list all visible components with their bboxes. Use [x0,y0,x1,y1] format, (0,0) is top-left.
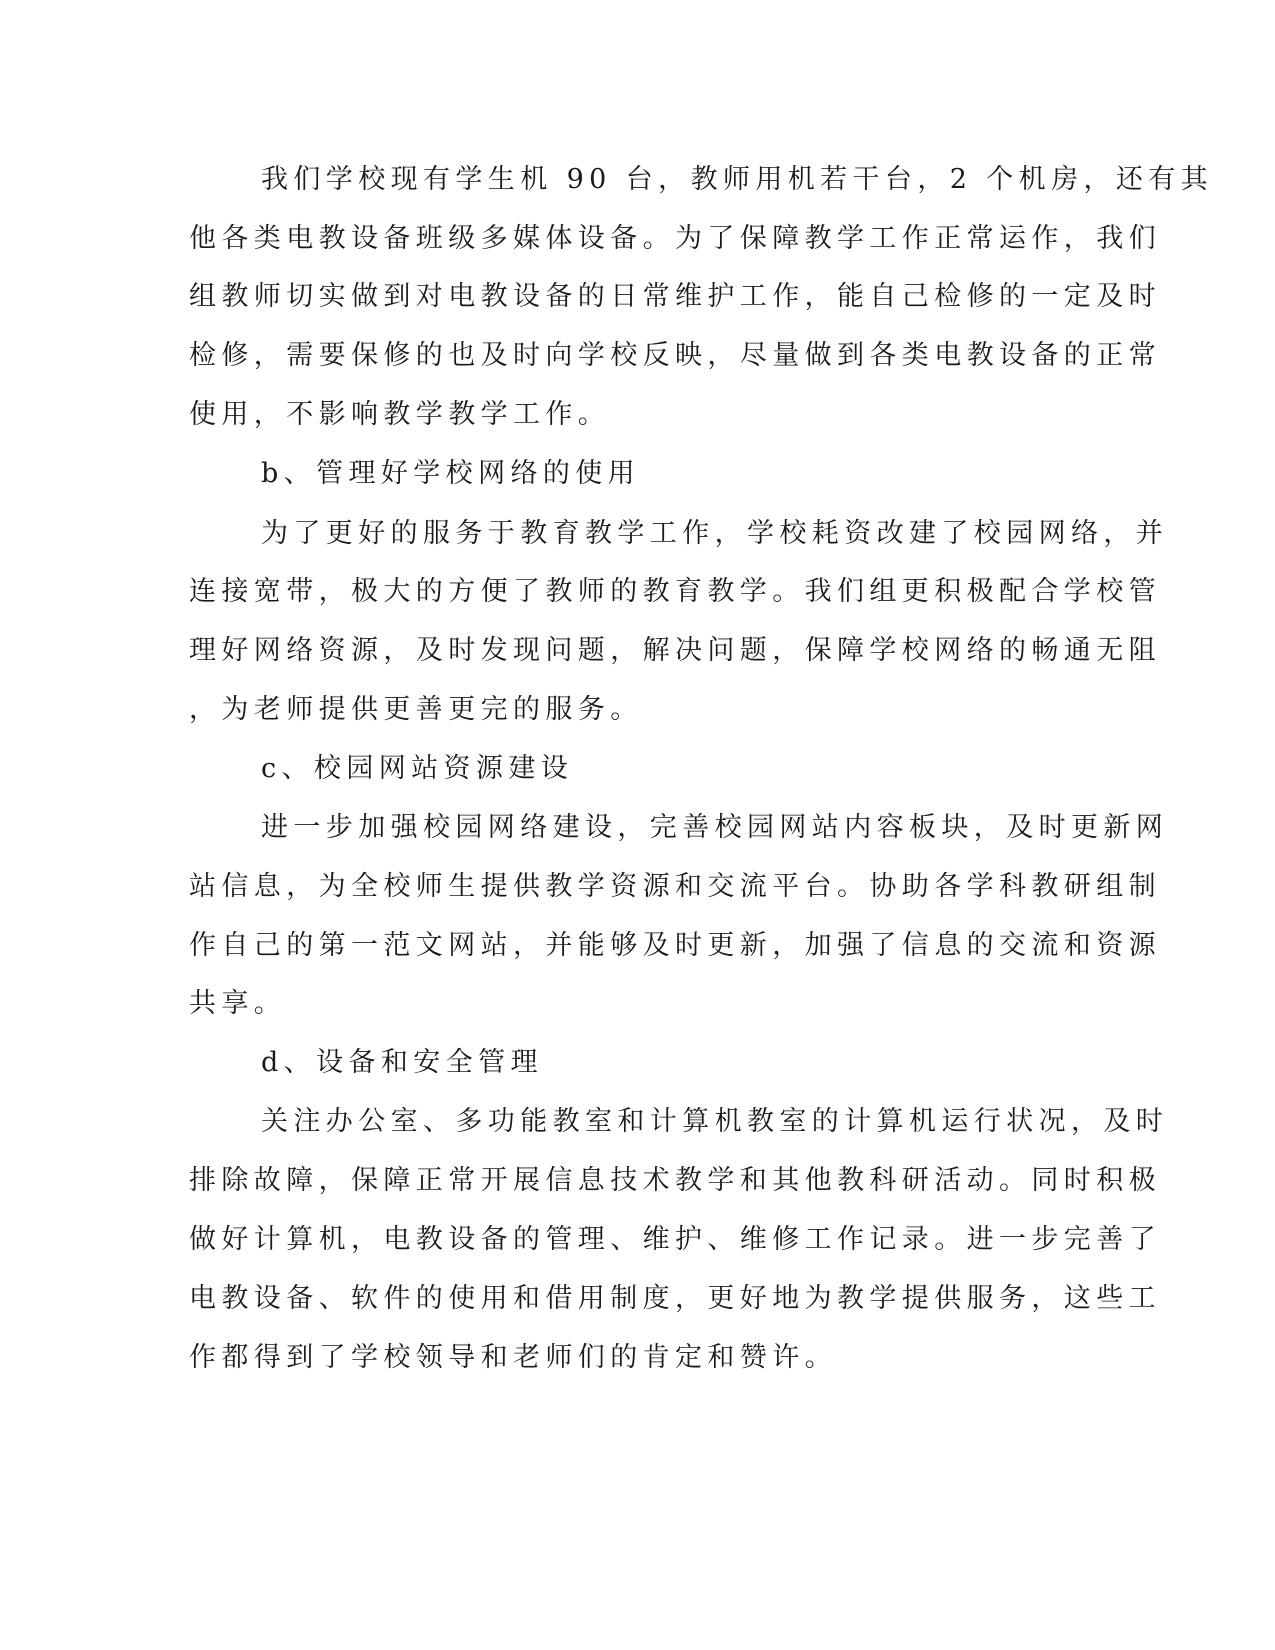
paragraph-line [0,690,1275,730]
paragraph-line [0,160,1275,200]
paragraph-line [0,336,1275,376]
paragraph-line [0,572,1275,612]
line-text: 站信息，为全校师生提供教学资源和交流平台。协助各学科教研组制 [189,871,1161,902]
section-heading-c [0,749,1275,789]
line-text: 我们学校现有学生机 90 台，教师用机若干台，2 个机房，还有其 [261,164,1214,195]
line-text: 连接宽带，极大的方便了教师的教育教学。我们组更积极配合学校管 [189,576,1161,607]
paragraph-line [0,926,1275,966]
paragraph-line [0,808,1275,848]
paragraph-line [0,867,1275,907]
line-text: 他各类电教设备班级多媒体设备。为了保障教学工作正常运作，我们 [189,223,1161,254]
paragraph-line [0,1102,1275,1142]
paragraph-line [0,1220,1275,1260]
line-text: 组教师切实做到对电教设备的日常维护工作，能自己检修的一定及时 [189,281,1161,312]
heading-text: d、设备和安全管理 [261,1047,543,1078]
line-text: 作都得到了学校领导和老师们的肯定和赞许。 [189,1342,837,1373]
paragraph-line [0,277,1275,317]
paragraph-line [0,1338,1275,1378]
paragraph-line [0,984,1275,1024]
section-heading-b [0,454,1275,494]
line-text: 做好计算机，电教设备的管理、维护、维修工作记录。进一步完善了 [189,1224,1161,1255]
line-text: 进一步加强校园网络建设，完善校园网站内容板块，及时更新网 [261,812,1169,843]
paragraph-line [0,1161,1275,1201]
line-text: 共享。 [189,988,287,1019]
line-text: ，为老师提供更善更完的服务。 [189,694,643,725]
line-text: 为了更好的服务于教育教学工作，学校耗资改建了校园网络，并 [261,518,1169,549]
heading-text: b、管理好学校网络的使用 [261,458,641,489]
section-heading-d [0,1043,1275,1083]
line-text: 电教设备、软件的使用和借用制度，更好地为教学提供服务，这些工 [189,1283,1161,1314]
line-text: 理好网络资源，及时发现问题，解决问题，保障学校网络的畅通无阻 [189,635,1161,666]
line-text: 使用，不影响教学教学工作。 [189,399,611,430]
paragraph-line [0,395,1275,435]
line-text: 检修，需要保修的也及时向学校反映，尽量做到各类电教设备的正常 [189,340,1161,371]
paragraph-line [0,631,1275,671]
paragraph-line [0,1279,1275,1319]
line-text: 作自己的第一范文网站，并能够及时更新，加强了信息的交流和资源 [189,930,1161,961]
line-text: 排除故障，保障正常开展信息技术教学和其他教科研活动。同时积极 [189,1165,1161,1196]
paragraph-line [0,219,1275,259]
paragraph-line [0,514,1275,554]
heading-text: c、校园网站资源建设 [261,753,574,784]
line-text: 关注办公室、多功能教室和计算机教室的计算机运行状况，及时 [261,1106,1169,1137]
